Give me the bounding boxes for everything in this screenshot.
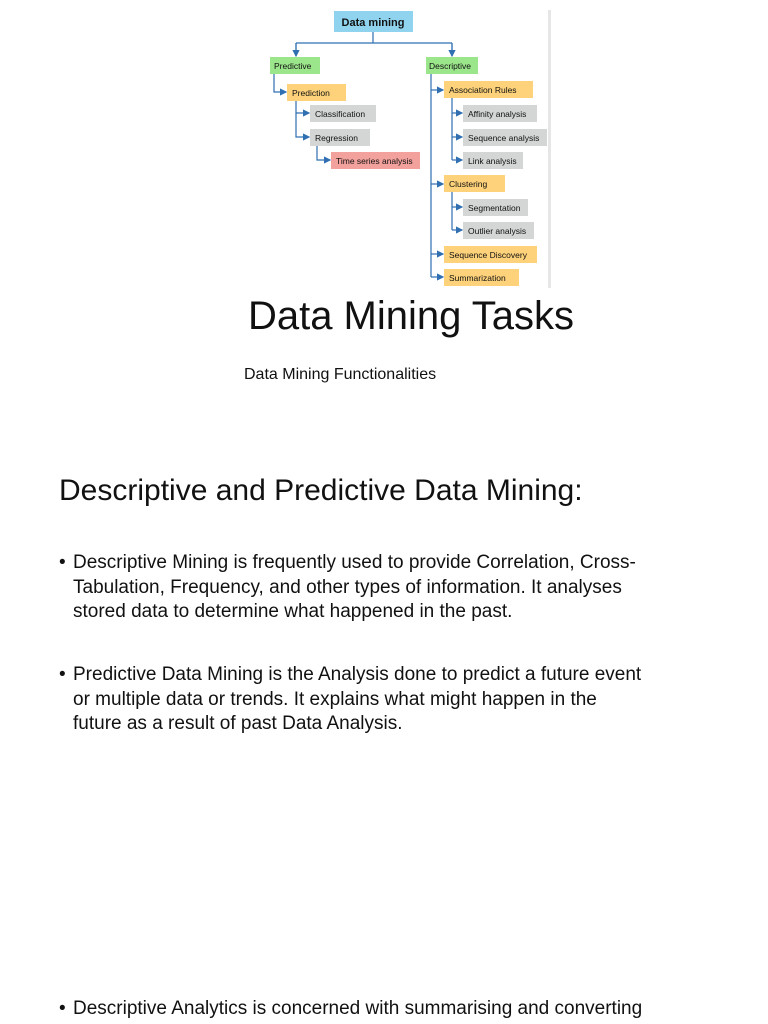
node-time-series-label: Time series analysis: [336, 156, 413, 166]
node-link-label: Link analysis: [468, 156, 517, 166]
node-predictive-label: Predictive: [274, 61, 312, 71]
node-prediction: [287, 84, 346, 101]
node-segmentation-label: Segmentation: [468, 203, 521, 213]
node-sequence-analysis-label: Sequence analysis: [468, 133, 540, 143]
bullet-marker: •: [59, 664, 66, 685]
node-classification: [310, 105, 376, 122]
node-summarization: [444, 269, 519, 286]
node-outlier-label: Outlier analysis: [468, 226, 527, 236]
bullet-line: Tabulation, Frequency, and other types of information. It analyses: [73, 576, 622, 598]
node-predictive: [270, 57, 320, 74]
node-outlier-analysis: [463, 222, 534, 239]
node-regression: [310, 129, 370, 146]
node-descriptive: [426, 57, 478, 74]
node-segmentation: [463, 199, 528, 216]
node-affinity-analysis: [463, 105, 537, 122]
node-root: [334, 11, 413, 32]
node-root-label: Data mining: [341, 17, 405, 29]
node-link-analysis: [463, 152, 523, 169]
bullet-line: Predictive Data Mining is the Analysis done to predict a future event: [73, 664, 642, 685]
node-descriptive-label: Descriptive: [429, 61, 472, 71]
bullet-line: future as a result of past Data Analysis.: [73, 713, 403, 734]
node-sequence-discovery: [444, 246, 537, 263]
slide-title: Data Mining Tasks: [247, 294, 575, 338]
bullet-line: Descriptive Mining is frequently used to provide Correlation, Cross-: [73, 552, 636, 573]
node-association-rules: [444, 81, 533, 98]
node-summarization-label: Summarization: [449, 273, 506, 283]
node-clustering-label: Clustering: [449, 179, 488, 189]
bullet-descriptive-analytics: [59, 997, 733, 1022]
section-heading: Descriptive and Predictive Data Mining:: [59, 474, 583, 507]
node-classification-label: Classification: [315, 109, 366, 119]
node-clustering: [444, 175, 505, 192]
node-prediction-label: Prediction: [292, 88, 330, 98]
node-association-rules-label: Association Rules: [449, 85, 517, 95]
bullet-line: stored data to determine what happened in the past.: [73, 601, 513, 622]
bullet-line: Descriptive Analytics is concerned with summarising and converting: [73, 998, 643, 1019]
bullet-marker: •: [59, 552, 66, 573]
bullet-marker: •: [59, 998, 66, 1019]
node-sequence-analysis: [463, 129, 547, 146]
slide-subtitle: Data Mining Functionalities: [244, 366, 437, 383]
data-mining-tree-diagram: [0, 0, 768, 300]
bullet-line: or multiple data or trends. It explains what might happen in the: [73, 688, 597, 710]
node-regression-label: Regression: [315, 133, 358, 143]
node-affinity-label: Affinity analysis: [468, 109, 527, 119]
bullet-descriptive-mining: [59, 551, 733, 625]
node-time-series-analysis: [331, 152, 420, 169]
bullet-predictive-data-mining: [59, 663, 733, 737]
node-sequence-discovery-label: Sequence Discovery: [449, 250, 527, 260]
